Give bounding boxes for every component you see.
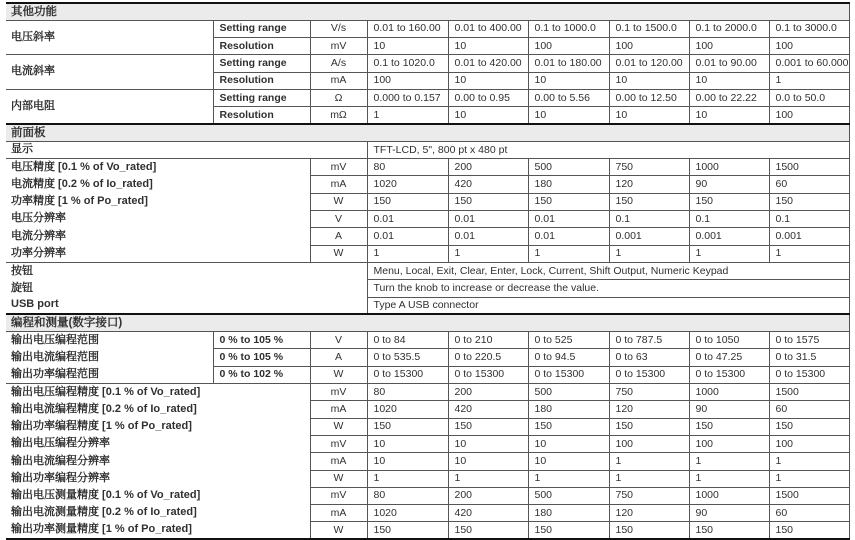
row-label: 输出电流编程精度 [0.2 % of Io_rated] — [6, 401, 310, 418]
value: 150 — [367, 193, 448, 210]
value: 420 — [448, 176, 528, 193]
unit: W — [310, 193, 367, 210]
row-label: 功率精度 [1 % of Po_rated] — [6, 193, 310, 210]
value: 0.1 to 1000.0 — [528, 20, 609, 37]
row-label: USB port — [6, 297, 367, 314]
value: 1 — [448, 470, 528, 487]
value: 1 — [528, 245, 609, 262]
value: 90 — [689, 176, 769, 193]
value: 420 — [448, 505, 528, 522]
value: 150 — [528, 418, 609, 435]
sub-label: Setting range — [213, 55, 310, 72]
value: 100 — [769, 435, 849, 452]
row-label: 输出功率编程范围 — [6, 366, 213, 383]
row-label: 功率分辨率 — [6, 245, 310, 262]
value: 0.0 to 50.0 — [769, 89, 849, 106]
value: 10 — [367, 435, 448, 452]
value: 0.00 to 5.56 — [528, 89, 609, 106]
value: 100 — [769, 107, 849, 124]
value: 1500 — [769, 384, 849, 401]
value: 1000 — [689, 384, 769, 401]
unit: Ω — [310, 89, 367, 106]
value: 500 — [528, 487, 609, 504]
value: 10 — [609, 72, 689, 89]
value: 150 — [689, 193, 769, 210]
value: 1500 — [769, 159, 849, 176]
row-label: 输出电流编程范围 — [6, 349, 213, 366]
value: 180 — [528, 505, 609, 522]
sub-label: 0 % to 105 % — [213, 349, 310, 366]
row-label: 显示 — [6, 141, 367, 158]
value: 10 — [689, 107, 769, 124]
value: 1020 — [367, 505, 448, 522]
value: 1000 — [689, 159, 769, 176]
value: 120 — [609, 505, 689, 522]
row-label: 输出电压编程精度 [0.1 % of Vo_rated] — [6, 384, 310, 401]
unit: mV — [310, 159, 367, 176]
value: 150 — [448, 193, 528, 210]
value: 1 — [609, 470, 689, 487]
unit: mV — [310, 384, 367, 401]
value: 10 — [448, 38, 528, 55]
value: 10 — [448, 107, 528, 124]
value: 150 — [609, 193, 689, 210]
unit: mV — [310, 38, 367, 55]
unit: W — [310, 366, 367, 383]
value: 0.1 to 1500.0 — [609, 20, 689, 37]
value: 10 — [448, 435, 528, 452]
sub-label: Resolution — [213, 72, 310, 89]
value: 0.00 to 0.95 — [448, 89, 528, 106]
value: 0 to 15300 — [528, 366, 609, 383]
unit: A — [310, 228, 367, 245]
value: 0 to 210 — [448, 332, 528, 349]
value: 750 — [609, 384, 689, 401]
row-label: 电压斜率 — [6, 20, 213, 55]
value: 150 — [448, 418, 528, 435]
value: 100 — [689, 38, 769, 55]
value: 180 — [528, 401, 609, 418]
row-label: 输出功率测量精度 [1 % of Po_rated] — [6, 522, 310, 539]
unit: mA — [310, 453, 367, 470]
value: 0.1 to 1020.0 — [367, 55, 448, 72]
value: 200 — [448, 384, 528, 401]
value: 150 — [689, 522, 769, 539]
value: 10 — [528, 107, 609, 124]
unit: W — [310, 245, 367, 262]
value: 10 — [448, 453, 528, 470]
value: 10 — [367, 453, 448, 470]
unit: mA — [310, 401, 367, 418]
value: 200 — [448, 487, 528, 504]
value: 100 — [528, 38, 609, 55]
value: 10 — [367, 38, 448, 55]
sub-label: Setting range — [213, 89, 310, 106]
row-label: 旋钮 — [6, 280, 367, 297]
value: 150 — [367, 522, 448, 539]
value: 10 — [528, 435, 609, 452]
value: 0.01 to 160.00 — [367, 20, 448, 37]
value: 1500 — [769, 487, 849, 504]
value: 1 — [528, 470, 609, 487]
value: 150 — [609, 418, 689, 435]
value: 0 to 535.5 — [367, 349, 448, 366]
unit: V/s — [310, 20, 367, 37]
value: Menu, Local, Exit, Clear, Enter, Lock, Current, Shift Output, Numeric Keypad — [367, 262, 849, 279]
value: 0.1 to 3000.0 — [769, 20, 849, 37]
value: 1 — [367, 107, 448, 124]
value: 0.1 — [609, 211, 689, 228]
row-label: 电流分辨率 — [6, 228, 310, 245]
value: 0.1 — [689, 211, 769, 228]
value: 0 to 47.25 — [689, 349, 769, 366]
value: 0.01 to 90.00 — [689, 55, 769, 72]
value: 1 — [609, 245, 689, 262]
value: 0.01 — [528, 211, 609, 228]
value: 1 — [367, 470, 448, 487]
value: 0 to 15300 — [367, 366, 448, 383]
unit: mV — [310, 435, 367, 452]
value: 1020 — [367, 401, 448, 418]
value: 100 — [609, 435, 689, 452]
value: 0.001 — [609, 228, 689, 245]
unit: mV — [310, 487, 367, 504]
value: 0.01 to 120.00 — [609, 55, 689, 72]
row-label: 输出电压编程分辨率 — [6, 435, 310, 452]
unit: A/s — [310, 55, 367, 72]
value: 0 to 94.5 — [528, 349, 609, 366]
value: 0.001 — [769, 228, 849, 245]
row-label: 电流斜率 — [6, 55, 213, 90]
value: 10 — [689, 72, 769, 89]
unit: mΩ — [310, 107, 367, 124]
value: 0.1 to 2000.0 — [689, 20, 769, 37]
value: 150 — [609, 522, 689, 539]
value: 500 — [528, 159, 609, 176]
value: 60 — [769, 176, 849, 193]
value: 0 to 787.5 — [609, 332, 689, 349]
value: 0.00 to 12.50 — [609, 89, 689, 106]
value: 0.001 — [689, 228, 769, 245]
value: 150 — [367, 418, 448, 435]
unit: V — [310, 332, 367, 349]
value: 1 — [769, 245, 849, 262]
value: 0 to 525 — [528, 332, 609, 349]
value: 1 — [689, 245, 769, 262]
value: 0.01 — [448, 228, 528, 245]
value: 0 to 31.5 — [769, 349, 849, 366]
unit: mA — [310, 505, 367, 522]
value: 150 — [528, 193, 609, 210]
value: 1 — [689, 453, 769, 470]
row-label: 输出电压测量精度 [0.1 % of Vo_rated] — [6, 487, 310, 504]
sub-label: 0 % to 105 % — [213, 332, 310, 349]
row-label: 输出电流测量精度 [0.2 % of Io_rated] — [6, 505, 310, 522]
value: 150 — [769, 193, 849, 210]
value: 90 — [689, 401, 769, 418]
row-label: 内部电阻 — [6, 89, 213, 124]
value: 0.1 — [769, 211, 849, 228]
value: 100 — [609, 38, 689, 55]
value: 1 — [769, 72, 849, 89]
value: 80 — [367, 384, 448, 401]
value: 0.001 to 60.000 — [769, 55, 849, 72]
value: 80 — [367, 159, 448, 176]
value: 0 to 1050 — [689, 332, 769, 349]
value: 150 — [769, 418, 849, 435]
unit: A — [310, 349, 367, 366]
value: 0.01 to 420.00 — [448, 55, 528, 72]
value: 0 to 15300 — [609, 366, 689, 383]
value: 120 — [609, 401, 689, 418]
value: 1 — [448, 245, 528, 262]
value: 0.01 — [528, 228, 609, 245]
spec-table — [6, 2, 850, 540]
value: 180 — [528, 176, 609, 193]
value: 0.01 — [367, 228, 448, 245]
value: 1020 — [367, 176, 448, 193]
value: 500 — [528, 384, 609, 401]
value: 0.01 to 400.00 — [448, 20, 528, 37]
value: 750 — [609, 487, 689, 504]
value: 60 — [769, 505, 849, 522]
value: 150 — [528, 522, 609, 539]
unit: W — [310, 470, 367, 487]
unit: mA — [310, 72, 367, 89]
value: 0.01 — [367, 211, 448, 228]
row-label: 按钮 — [6, 262, 367, 279]
value: 420 — [448, 401, 528, 418]
value: 100 — [689, 435, 769, 452]
sub-label: Setting range — [213, 20, 310, 37]
value: TFT-LCD, 5", 800 pt x 480 pt — [367, 141, 849, 158]
sub-label: 0 % to 102 % — [213, 366, 310, 383]
row-label: 电流精度 [0.2 % of Io_rated] — [6, 176, 310, 193]
value: 60 — [769, 401, 849, 418]
unit: mA — [310, 176, 367, 193]
value: 150 — [769, 522, 849, 539]
value: 0 to 1575 — [769, 332, 849, 349]
value: 0 to 63 — [609, 349, 689, 366]
section-header: 其他功能 — [6, 3, 849, 20]
value: 0.01 to 180.00 — [528, 55, 609, 72]
value: 100 — [367, 72, 448, 89]
value: Type A USB connector — [367, 297, 849, 314]
value: 1 — [609, 453, 689, 470]
value: 10 — [448, 72, 528, 89]
section-header: 编程和测量(数字接口) — [6, 314, 849, 331]
value: 120 — [609, 176, 689, 193]
value: 10 — [609, 107, 689, 124]
sub-label: Resolution — [213, 107, 310, 124]
value: 0 to 15300 — [448, 366, 528, 383]
value: 0.01 — [448, 211, 528, 228]
row-label: 电压分辨率 — [6, 211, 310, 228]
value: 200 — [448, 159, 528, 176]
unit: V — [310, 211, 367, 228]
row-label: 输出电压编程范围 — [6, 332, 213, 349]
value: 750 — [609, 159, 689, 176]
row-label: 电压精度 [0.1 % of Vo_rated] — [6, 159, 310, 176]
value: 1 — [769, 453, 849, 470]
sub-label: Resolution — [213, 38, 310, 55]
value: 10 — [528, 72, 609, 89]
value: 10 — [528, 453, 609, 470]
row-label: 输出功率编程分辨率 — [6, 470, 310, 487]
unit: W — [310, 522, 367, 539]
section-header: 前面板 — [6, 124, 849, 141]
row-label: 输出电流编程分辨率 — [6, 453, 310, 470]
value: 0.00 to 22.22 — [689, 89, 769, 106]
value: 0 to 15300 — [769, 366, 849, 383]
value: 0 to 15300 — [689, 366, 769, 383]
value: 0.000 to 0.157 — [367, 89, 448, 106]
value: 1 — [367, 245, 448, 262]
value: 80 — [367, 487, 448, 504]
value: Turn the knob to increase or decrease the value. — [367, 280, 849, 297]
value: 0 to 220.5 — [448, 349, 528, 366]
value: 1000 — [689, 487, 769, 504]
value: 150 — [689, 418, 769, 435]
value: 90 — [689, 505, 769, 522]
value: 1 — [769, 470, 849, 487]
value: 0 to 84 — [367, 332, 448, 349]
value: 150 — [448, 522, 528, 539]
value: 100 — [769, 38, 849, 55]
row-label: 输出功率编程精度 [1 % of Po_rated] — [6, 418, 310, 435]
value: 1 — [689, 470, 769, 487]
unit: W — [310, 418, 367, 435]
